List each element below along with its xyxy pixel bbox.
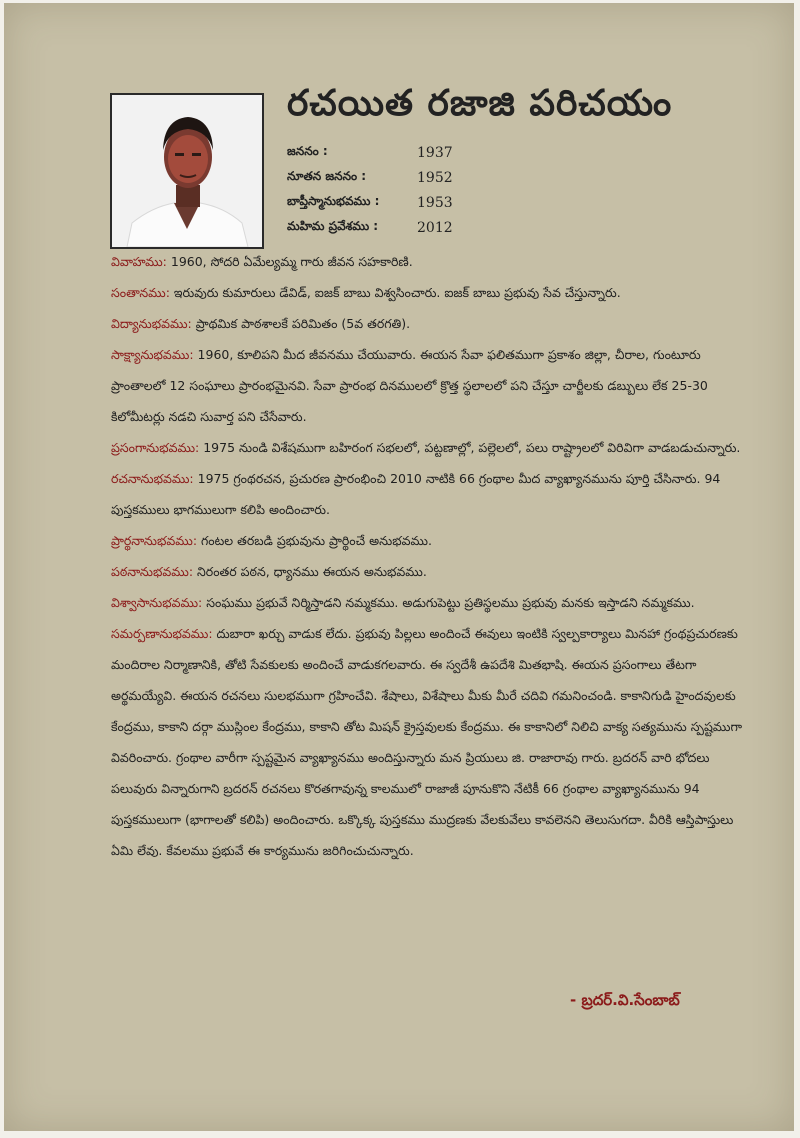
section-text: దుబారా ఖర్చు వాడుక లేదు. ప్రభువు పిల్లలు అందించే ఈవులు ఇంటికి స్వల్పకార్యాలు మినహా గ్రంథప్రచురణకు మందిరాల నిర్మాణానికి, తోటి సేవకులకు అందించే వాడుకగలవారు. ఈ స్వదేశీ ఉపదేశి మితభాషి. ఈయన ప్రసంగాలు తేటగా అర్థమయ్యేవి. ఈయన రచనలు సులభముగా గ్రహించేవి. శేషాలు, విశేషాలు మీకు మీరే చదివి గమనించండి. కాకానిగుడి హైందవులకు కేంద్రము, కాకాని దర్గా ముస్లింల కేంద్రము, కాకాని తోట మిషన్ క్రైస్తవులకు కేంద్రము. ఈ కాకానిలో నిలిచి వాక్య సత్యమును స్పష్టముగా వివరించారు. గ్రంథాల వారీగా స్పష్టమైన వ్యాఖ్యానము అందిస్తున్నారు మన ప్రియులు జి. రాజారావు గారు. బ్రదరన్ వారి భోదలు పలువురు విన్నారుగాని బ్రదరన్ రచనలు కొరతగావున్న కాలములో రాజాజీ పూనుకొని నేటికీ 66 గ్రంథాల వ్యాఖ్యానమును 94 పుస్తకములుగా (భాగాలతో కలిపి) అందించారు. ఒక్కొక్క పుస్తకము ముద్రణకు వేలకువేలు కావలెనని తెలుసుగదా. వీరికి ఆస్తిపాస్తులు ఏమి లేవు. కేవలము ప్రభువే ఈ కార్యమును జరిగించుచున్నారు.: [111, 626, 742, 858]
fact-row-glory: [287, 215, 453, 240]
section-reading: [111, 556, 751, 587]
fact-row-new-birth: [287, 165, 453, 190]
section-label: సమర్పణానుభవము:: [111, 626, 213, 641]
section-writing: [111, 463, 751, 525]
section-marriage: [111, 246, 751, 277]
section-label: సాక్ష్యానుభవము:: [111, 347, 194, 362]
section-prayer: [111, 525, 751, 556]
section-text: గంటల తరబడి ప్రభువును ప్రార్థించే అనుభవము.: [197, 533, 432, 548]
section-label: రచనానుభవము:: [111, 471, 194, 486]
fact-value: 1952: [417, 169, 453, 186]
section-text: 1975 గ్రంథరచన, ప్రచురణ ప్రారంభించి 2010 నాటికి 66 గ్రంథాల మీద వ్యాఖ్యానమును పూర్తి చేసినారు. 94 పుస్తకములు భాగములుగా కలిపి అందించారు.: [111, 471, 721, 517]
section-text: నిరంతర పఠన, ధ్యానము ఈయన అనుభవము.: [193, 564, 427, 579]
section-label: విశ్వాసానుభవము:: [111, 595, 203, 610]
section-preaching: [111, 432, 751, 463]
fact-row-birth: [287, 140, 453, 165]
life-facts: [287, 140, 453, 240]
section-dedication: [111, 618, 751, 866]
section-label: పఠనానుభవము:: [111, 564, 194, 579]
fact-value: 2012: [417, 219, 453, 236]
fact-value: 1953: [417, 194, 453, 211]
section-label: ప్రార్థనానుభవము:: [111, 533, 198, 548]
section-text: సంఘము ప్రభువే నిర్మిస్తాడని నమ్మకము. అడుగుపెట్టు ప్రతిస్థలము ప్రభువు మనకు ఇస్తాడని నమ్మకము.: [202, 595, 695, 610]
section-text: 1975 నుండి విశేషముగా బహిరంగ సభలలో, పట్టణాల్లో, పల్లెలలో, పలు రాష్ట్రాలలో విరివిగా వాడబడుచున్నారు.: [199, 440, 741, 455]
author-photo: [110, 93, 264, 249]
section-text: ప్రాథమిక పాఠశాలకే పరిమితం (5వ తరగతి).: [191, 316, 411, 331]
section-education: [111, 308, 751, 339]
section-faith: [111, 587, 751, 618]
fact-label: నూతన జననం :: [287, 169, 367, 183]
biography-body: [111, 246, 751, 866]
section-label: సంతానము:: [111, 285, 170, 300]
book-page: [4, 3, 794, 1131]
section-testimony: [111, 339, 751, 432]
section-text: 1960, కూలిపని మీద జీవనము చేయువారు. ఈయన సేవా ఫలితముగా ప్రకాశం జిల్లా, చీరాల, గుంటూరు ప్రాంతాలలో 12 సంఘాలు ప్రారంభమైనవి. సేవా ప్రారంభ దినములలో క్రొత్త స్థలాలలో పని చేస్తూ చార్జీలకు డబ్బులు లేక 25-30 కిలోమీటర్లు నడచి సువార్త పని చేసేవారు.: [111, 347, 708, 424]
section-children: [111, 277, 751, 308]
section-label: వివాహము:: [111, 254, 167, 269]
fact-value: 1937: [417, 144, 453, 161]
section-text: 1960, సోదరి ఏమేల్యమ్మ గారు జీవన సహకారిణి.: [166, 254, 413, 269]
fact-label: బాప్తీస్మానుభవము :: [287, 194, 380, 208]
section-label: ప్రసంగానుభవము:: [111, 440, 200, 455]
author-signature: - బ్రదర్.వి.సేంబాబ్: [570, 991, 680, 1009]
section-label: విద్యానుభవము:: [111, 316, 192, 331]
fact-label: జననం :: [287, 144, 328, 158]
fact-row-baptism: [287, 190, 453, 215]
page-title: రచయిత రజాజి పరిచయం: [287, 83, 673, 124]
section-text: ఇరువురు కుమారులు డేవిడ్, ఐజక్ బాబు విశ్వసించారు. ఐజక్ బాబు ప్రభువు సేవ చేస్తున్నారు.: [169, 285, 621, 300]
fact-label: మహిమ ప్రవేశము :: [287, 219, 379, 233]
